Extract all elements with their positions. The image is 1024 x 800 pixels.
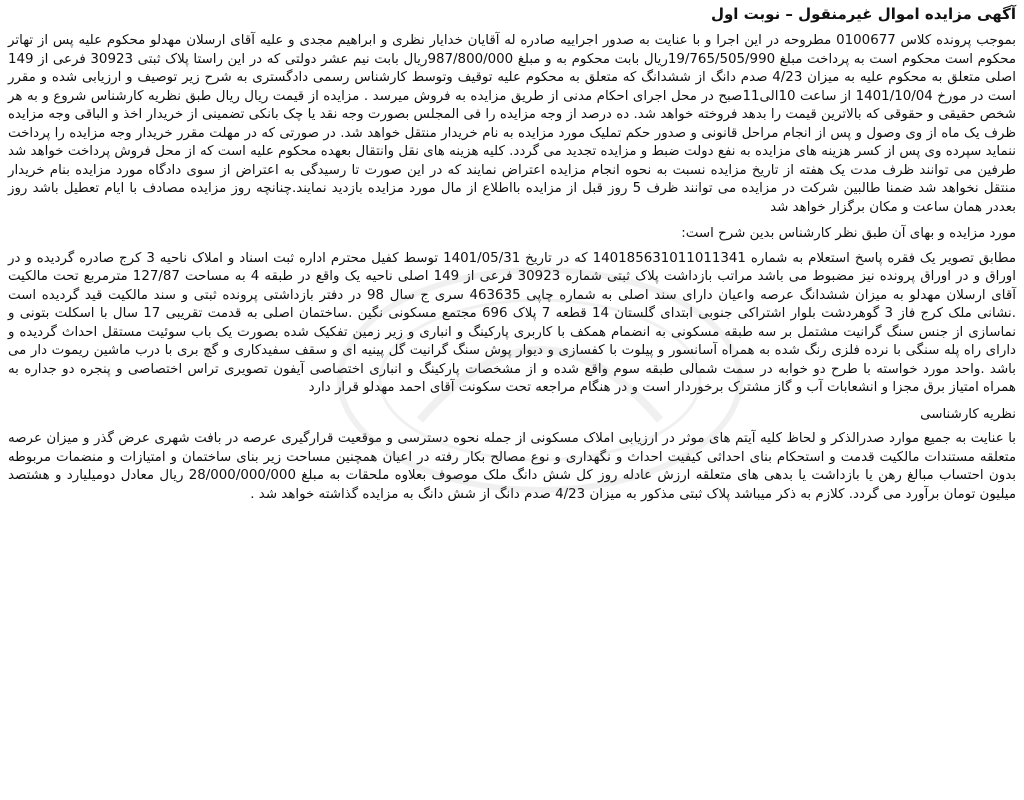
subject-heading: مورد مزایده و بهای آن طبق نظر کارشناس بدین شرح است: — [681, 226, 1016, 241]
property-description-paragraph: مطابق تصویر یک فقره پاسخ استعلام به شماره 140185631011011341 که در تاریخ 1401/05/31 توسط کفیل محترم اداره ثبت اسناد و املاک ناحیه 3 کرج صادره گردیده و در اوراق و در اوراق پرونده نیز مضبوط می باشد مراتب بازداشت پلاک ثبتی شماره 30923 فرعی از 149 اصلی ناحیه یک واقع در طبقه 4 به مساحت 127/87 مترمربع تحت مالکیت آقای ارسلان مهدلو به میزان ششدانگ عرصه واعیان دارای سند اصلی به شماره چاپی 463635 سری ج سال 98 در دفتر بازداشتی پرونده ثبتی و سند مالکیت قید گردیده است .نشانی ملک کرج فاز 3 گوهردشت بلوار اشتراکی جنوبی ابتدای گلستان 14 قطعه 7 پلاک 696 مجتمع مسکونی نگین .ساختمان اصلی به قدمت تقریبی 17 سال با اسکلت بتونی و نماسازی از جنس سنگ گرانیت مشتمل بر سه طبقه مسکونی به انضمام همکف با کاربری پارکینگ و انباری و زیر زمین تفکیک شده بصورت یک باب سوئیت مستقل احداث گردیده و دارای راه پله سنگی با نرده فلزی رنگ شده به همراه آسانسور و پیلوت با کفسازی و دیوار پوش سنگ گرانیت گل پینیه ای و سقف سفیدکاری و گچ بری با درب ماشین ریموت دار می باشد .واحد مورد خواسته با طرح دو خوابه در سمت شمالی طبقه سوم واقع شده و از مشخصات پارکینگ و انباری اختصاصی آیفون تصویری تراس اختصاصی و پنجره دو جداره به همراه امتیاز برق مجزا و انشعابات آب و گاز مشترک برخوردار است و در هنگام مراجعه تحت سکونت آقای احمد مهدلو قرار دارد — [8, 250, 1017, 395]
notice-title: آگهی مزایده اموال غیرمنقول – نوبت اول — [710, 5, 1016, 23]
expert-opinion-paragraph: با عنایت به جمیع موارد صدرالذکر و لحاظ کلیه آیتم های موثر در ارزیابی املاک مسکونی از جمله نحوه دسترسی و موقعیت قرارگیری عرصه در بافت شهری عرض گذر و میزان عرصه متعلقه مستندات مالکیت قدمت و استحکام بنای احداثی کیفیت احداث و نگهداری و نوع مصالح بکار رفته در اعیان همچنین مساحت زیر بنای ساختمان و امتیازات و منضمات مربوطه بدون احتساب مبالغ رهن یا بازداشت یا بدهی های متعلقه ارزش عادله روز کل شش دانگ ملک موصوف بعلاوه ملحقات به مبلغ 28/000/000/000 ریال معادل دومیلیارد و هشتصد میلیون تومان برآورد می گردد. کلازم به ذکر میباشد پلاک ثبتی مذکور به میزان 4/23 صدم دانگ از شش دانگ به مزایده گذاشته خواهد شد . — [8, 431, 1016, 502]
expert-opinion-heading: نظریه کارشناسی — [920, 406, 1016, 422]
notice-paragraph-terms: بموجب پرونده کلاس 0100677 مطروحه در این اجرا و با عنایت به صدور اجراییه صادره له آقایان خدایار نظری و ابراهیم مجدی و علیه آقای ارسلان مهدلو محکوم علیه پس از تهاتر محکوم است محکوم است به پرداخت مبلغ 19/765/505/990ریال بابت محکوم به و مبلغ 987/800/000ریال بابت نیم عشر دولتی که در این راستا پلاک ثبتی 30923 فرعی از 149 اصلی متعلق به محکوم علیه به میزان 4/23 صدم دانگ از ششدانگ که متعلق به محکوم علیه توقیف وتوسط کارشناس رسمی دادگستری به شرح زیر توصیف و ارزیابی شده و مقرر است در مورخ 1401/10/04 از ساعت 10الی11صبح در محل اجرای احکام مدنی از طریق مزایده به فروش میرسد . مزایده از قیمت ریال ریال طبق نظریه کارشناس شروع و به هر شخص حقیقی و حقوقی که بالاترین قیمت را بدهد فروخته خواهد شد. ده درصد از وجه مزایده را فی المجلس بصورت وجه نقد یا چک بانکی تضمینی از خریدار اخذ و الباقی وجه مزایده ظرف یک ماه از وی وصول و پس از انجام مراحل قانونی و صدور حکم تملیک مورد مزایده به نام خریدار منتقل خواهد شد. در صورتی که در مهلت مقرر خریدار وجه مزایده را پرداخت ننماید سپرده وی پس از کسر هزینه های مزایده به نفع دولت ضبط و مزایده تجدید می گردد. کلیه هزینه های نقل وانتقال بعهده محکوم علیه است که از محل فروش پرداخت خواهد شد طرفین می توانند ظرف مدت یک هفته از تاریخ مزایده نسبت به نحوه انجام مزایده اعتراض نمایند که در این صورت تا رسیدگی به اعتراض از سوی دادگاه مورد مزایده بنام خریدار منتقل نخواهد شد ضمنا طالبین شرکت در مزایده می توانند ظرف 5 روز قبل از مزایده بااطلاع از مال مورد مزایده بازدید نمایند.چنانچه روز مزایده مصادف با ایام تعطیل باشد روز بعددر همان ساعت و مکان برگزار خواهد شد — [8, 33, 1017, 215]
